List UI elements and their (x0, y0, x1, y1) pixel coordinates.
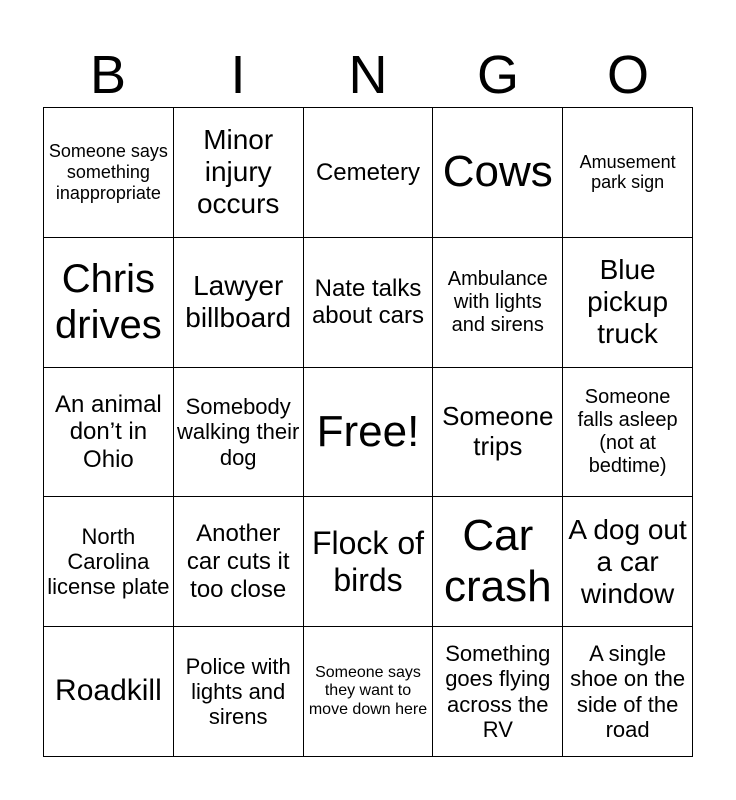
cell-text: Lawyer billboard (185, 270, 292, 334)
header-letter-n: N (348, 45, 388, 105)
bingo-cell[interactable] (44, 627, 174, 757)
cell-text: Minor injury occurs (196, 124, 280, 220)
bingo-cell[interactable] (174, 627, 304, 757)
header-letter-i: I (230, 45, 246, 105)
cell-text: Cemetery (315, 158, 420, 186)
bingo-cell[interactable] (563, 238, 693, 368)
header-letter-o: O (606, 45, 649, 105)
header-letter-b: B (89, 45, 127, 105)
header-letter-g: G (476, 45, 519, 105)
cell-text: Car crash (443, 511, 552, 611)
bingo-cell[interactable] (433, 368, 563, 498)
bingo-cell[interactable] (174, 108, 304, 238)
bingo-cell[interactable] (44, 497, 174, 627)
bingo-cell[interactable] (174, 368, 304, 498)
cell-text: Another car cuts it too close (186, 520, 290, 603)
bingo-cell[interactable] (304, 238, 434, 368)
cell-text: Someone trips (442, 401, 554, 461)
bingo-cell[interactable] (44, 368, 174, 498)
bingo-cell[interactable] (304, 627, 434, 757)
cell-text: Flock of birds (311, 524, 424, 598)
cell-text: A single shoe on the side of the road (570, 641, 686, 742)
bingo-cell[interactable] (433, 497, 563, 627)
bingo-cell[interactable] (44, 108, 174, 238)
bingo-cell[interactable] (433, 238, 563, 368)
bingo-cell[interactable] (44, 238, 174, 368)
bingo-cell[interactable] (433, 627, 563, 757)
cell-text: Someone says something inappropriate (48, 141, 168, 203)
bingo-cell[interactable] (304, 497, 434, 627)
bingo-card (43, 107, 693, 757)
bingo-header (43, 44, 693, 106)
cell-text: A dog out a car window (568, 513, 687, 609)
bingo-cell[interactable] (563, 368, 693, 498)
cell-text: Ambulance with lights and sirens (447, 267, 548, 336)
cell-text: Police with lights and sirens (185, 653, 291, 730)
cell-text: Free! (316, 406, 420, 456)
free-space-cell[interactable] (304, 368, 434, 498)
bingo-cell[interactable] (563, 108, 693, 238)
cell-text: Something goes flying across the RV (445, 641, 551, 742)
cell-text: Somebody walking their dog (177, 394, 300, 470)
cell-text: Someone says they want to move down here (308, 664, 428, 718)
bingo-cell[interactable] (304, 108, 434, 238)
bingo-cell[interactable] (174, 497, 304, 627)
cell-text: North Carolina license plate (47, 523, 170, 600)
cell-text: Someone falls asleep (not at bedtime) (577, 385, 678, 477)
cell-text: Roadkill (55, 674, 162, 708)
cell-text: Blue pickup truck (587, 253, 669, 350)
cell-text: Amusement park sign (579, 151, 676, 193)
bingo-cell[interactable] (433, 108, 563, 238)
bingo-cell[interactable] (174, 238, 304, 368)
cell-text: Cows (442, 147, 553, 197)
cell-text: An animal don’t in Ohio (55, 390, 162, 473)
cell-text: Chris drives (55, 257, 162, 348)
cell-text: Nate talks about cars (311, 274, 425, 330)
bingo-cell[interactable] (563, 497, 693, 627)
bingo-cell[interactable] (563, 627, 693, 757)
